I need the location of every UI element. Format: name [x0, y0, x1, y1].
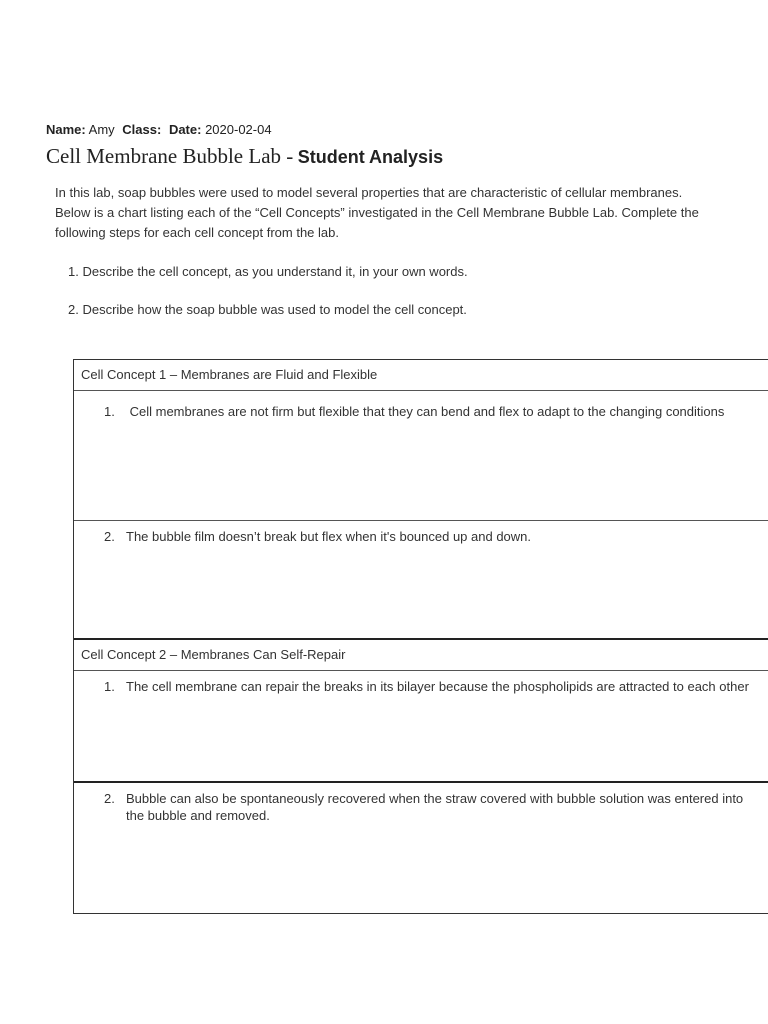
concept-table: [73, 359, 768, 914]
date-value: 2020-02-04: [205, 122, 272, 137]
answer-number: 2.: [104, 791, 115, 806]
concept-1-answer-2-text: The bubble film doesn’t break but flex when it's bounced up and down.: [126, 529, 532, 544]
date-label: Date:: [168, 122, 202, 137]
concept-2-answer-1-text: The cell membrane can repair the breaks in its bilayer because the phospholipids are attracted to each other: [126, 679, 749, 694]
answer-number: 1.: [104, 404, 115, 419]
instruction-step-2: 2. Describe how the soap bubble was used to model the cell concept.: [68, 302, 467, 317]
title-main: Cell Membrane Bubble Lab -: [46, 144, 294, 168]
student-info-line: [46, 122, 276, 137]
concept-2-answer-2-text: Bubble can also be spontaneously recovered when the straw covered with bubble solution was entered into: [126, 791, 744, 806]
answer-number: 2.: [104, 529, 115, 544]
intro-paragraph: In this lab, soap bubbles were used to model several properties that are characteristic of cellular membranes. Below is a chart listing each of the “Cell Concepts” investigated in the Cell Membrane Bubble Lab. Complete the following steps for each cell concept from the lab.: [55, 185, 699, 240]
concept-1-answer-1-cell[interactable]: [74, 390, 768, 520]
concept-2-answer-2-continuation: the bubble and removed.: [126, 808, 270, 823]
title-sub: Student Analysis: [297, 147, 444, 167]
name-value: Amy: [88, 122, 115, 137]
concept-2-answer-2-cell[interactable]: [74, 781, 768, 914]
concept-2-heading: Cell Concept 2 – Membranes Can Self-Repair: [74, 638, 768, 670]
instruction-step-1: 1. Describe the cell concept, as you understand it, in your own words.: [68, 264, 468, 279]
concept-2-answer-1-cell[interactable]: [74, 670, 768, 781]
class-label: Class:: [122, 122, 162, 137]
concept-1-answer-2-cell[interactable]: [74, 520, 768, 638]
answer-number: 1.: [104, 679, 115, 694]
page-title: [46, 144, 443, 169]
concept-1-heading: Cell Concept 1 – Membranes are Fluid and Flexible: [81, 367, 378, 382]
name-label: Name:: [46, 122, 86, 137]
concept-1-answer-1-text: Cell membranes are not firm but flexible that they can bend and flex to adapt to the changing conditions: [126, 404, 725, 419]
